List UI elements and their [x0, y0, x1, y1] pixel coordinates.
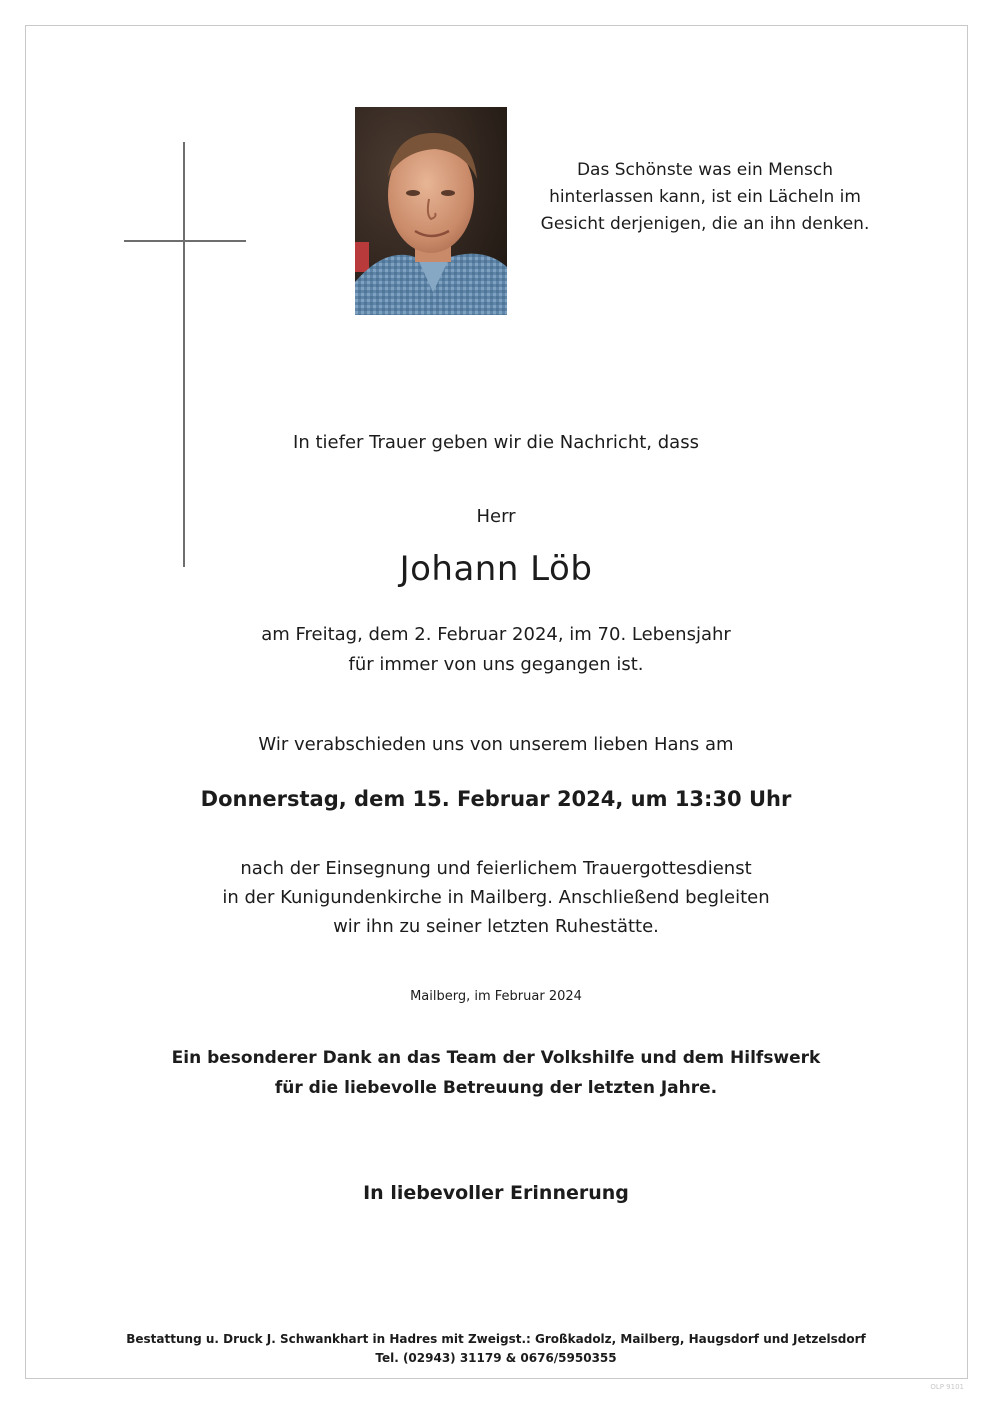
thanks-line: für die liebevolle Betreuung der letzten Jahre.: [274, 1078, 718, 1098]
salutation: Herr: [476, 506, 516, 527]
quote-line: Das Schönste was ein Mensch: [576, 160, 834, 180]
funeral-date-time: Donnerstag, dem 15. Februar 2024, um 13:30 Uhr: [200, 787, 792, 811]
thanks-line: Ein besonderer Dank an das Team der Volkshilfe und dem Hilfswerk: [171, 1048, 821, 1068]
farewell-intro: Wir verabschieden uns von unserem lieben Hans am: [258, 734, 734, 755]
cross-horizontal-bar: [124, 240, 246, 242]
ceremony-line: in der Kunigundenkirche in Mailberg. Anschließend begleiten: [222, 887, 770, 908]
corner-mark: OLP 9101: [930, 1383, 964, 1391]
memorial-quote: [530, 157, 880, 238]
announcement-intro: In tiefer Trauer geben wir die Nachricht, dass: [293, 432, 699, 453]
death-date-line: am Freitag, dem 2. Februar 2024, im 70. Lebensjahr: [261, 624, 731, 645]
ceremony-line: nach der Einsegnung und feierlichem Trauergottesdienst: [240, 858, 752, 879]
footer-funeral-home: Bestattung u. Druck J. Schwankhart in Hadres mit Zweigst.: Großkadolz, Mailberg, Haugsdorf und Jetzelsdorf: [126, 1332, 866, 1346]
quote-line: hinterlassen kann, ist ein Lächeln im: [549, 187, 861, 207]
death-date-line-2: für immer von uns gegangen ist.: [348, 654, 644, 675]
closing-line: In liebevoller Erinnerung: [363, 1182, 629, 1204]
footer-phone: Tel. (02943) 31179 & 0676/5950355: [375, 1351, 617, 1365]
cross-vertical-bar: [183, 142, 185, 567]
place-date: Mailberg, im Februar 2024: [410, 989, 582, 1004]
ceremony-line: wir ihn zu seiner letzten Ruhestätte.: [333, 916, 659, 937]
quote-line: Gesicht derjenigen, die an ihn denken.: [540, 214, 870, 234]
deceased-name: Johann Löb: [399, 549, 593, 589]
portrait-photo: [355, 107, 507, 315]
